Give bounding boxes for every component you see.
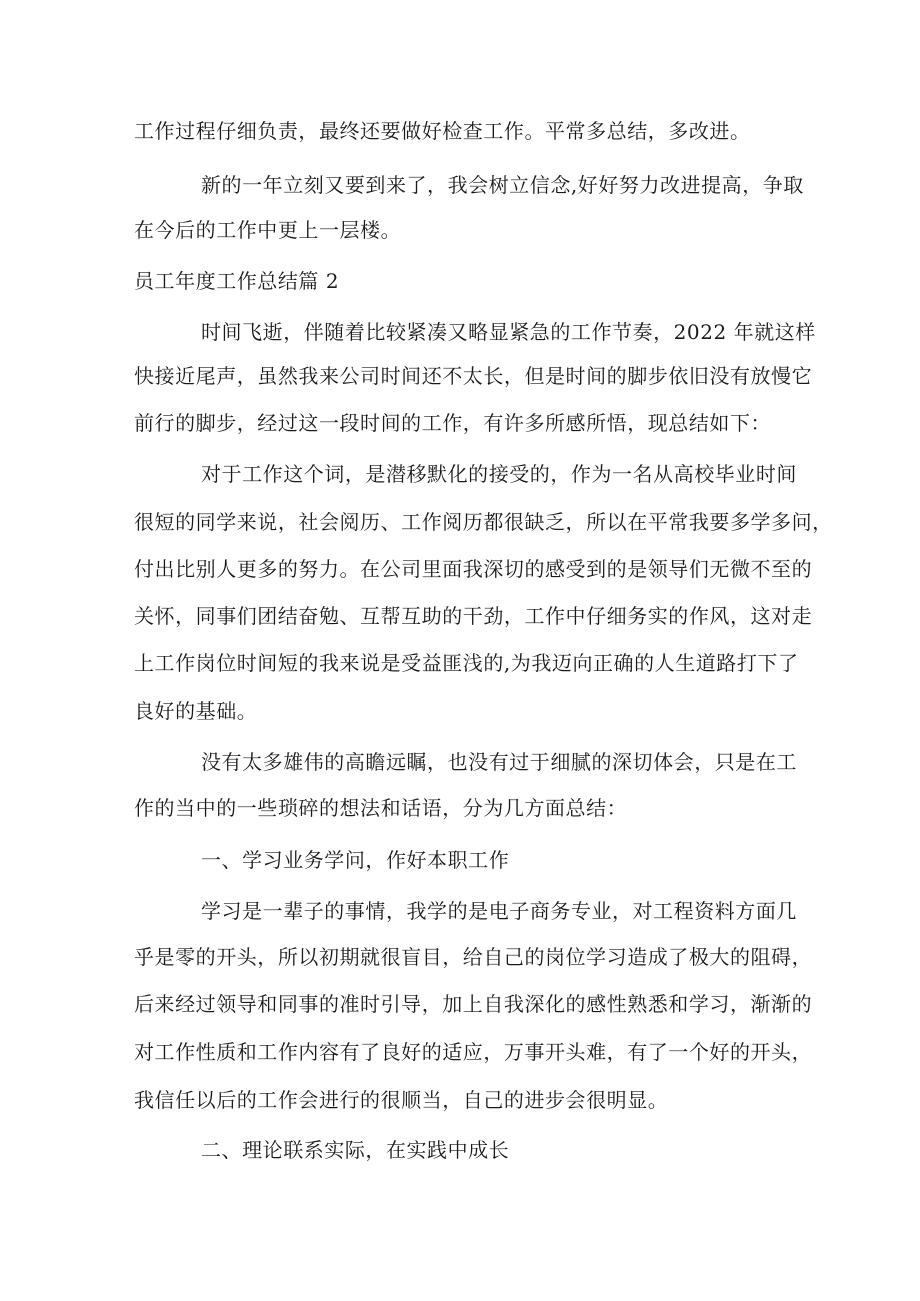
text-line: 前行的脚步，经过这一段时间的工作，有许多所感所悟，现总结如下： [134,411,772,435]
paragraph-start-line: 时间飞逝，伴随着比较紧凑又略显紧急的工作节奏，2022 年就这样 [201,320,816,344]
paragraph-start-line: 学习是一辈子的事情，我学的是电子商务专业，对工程资料方面几 [201,899,797,923]
text-line: 上工作岗位时间短的我来说是受益匪浅的,为我迈向正确的人生道路打下了 [134,651,799,675]
paragraph-start-line: 新的一年立刻又要到来了，我会树立信念,好好努力改进提高，争取 [201,173,804,197]
section-heading: 员工年度工作总结篇 2 [134,269,340,293]
text-line: 对工作性质和工作内容有了良好的适应，万事开头难，有了一个好的开头， [134,1040,813,1064]
text-line: 我信任以后的工作会进行的很顺当，自己的进步会很明显。 [134,1088,669,1112]
text-line: 关怀，同事们团结奋勉、互帮互助的干劲，工作中仔细务实的作风，这对走 [134,604,813,628]
subsection-heading: 一、学习业务学问，作好本职工作 [201,848,510,872]
text-line: 作的当中的一些琐碎的想法和话语，分为几方面总结： [134,796,628,820]
text-line: 快接近尾声，虽然我来公司时间还不太长，但是时间的脚步依旧没有放慢它 [134,364,813,388]
text-line: 付出比别人更多的努力。在公司里面我深切的感受到的是领导们无微不至的 [134,557,813,581]
paragraph-start-line: 对于工作这个词，是潜移默化的接受的，作为一名从高校毕业时间 [201,462,797,486]
text-line: 乎是零的开头，所以初期就很盲目，给自己的岗位学习造成了极大的阻碍， [134,945,813,969]
text-line: 很短的同学来说，社会阅历、工作阅历都很缺乏，所以在平常我要多学多问， [134,510,833,534]
subsection-heading: 二、理论联系实际，在实践中成长 [201,1138,510,1162]
text-line: 在今后的工作中更上一层楼。 [134,218,402,242]
text-line: 工作过程仔细负责，最终还要做好检查工作。平常多总结，多改进。 [134,119,751,143]
paragraph-start-line: 没有太多雄伟的高瞻远瞩，也没有过于细腻的深切体会，只是在工 [201,750,797,774]
text-line: 后来经过领导和同事的准时引导，加上自我深化的感性熟悉和学习，渐渐的 [134,992,813,1016]
text-line: 良好的基础。 [134,699,258,723]
